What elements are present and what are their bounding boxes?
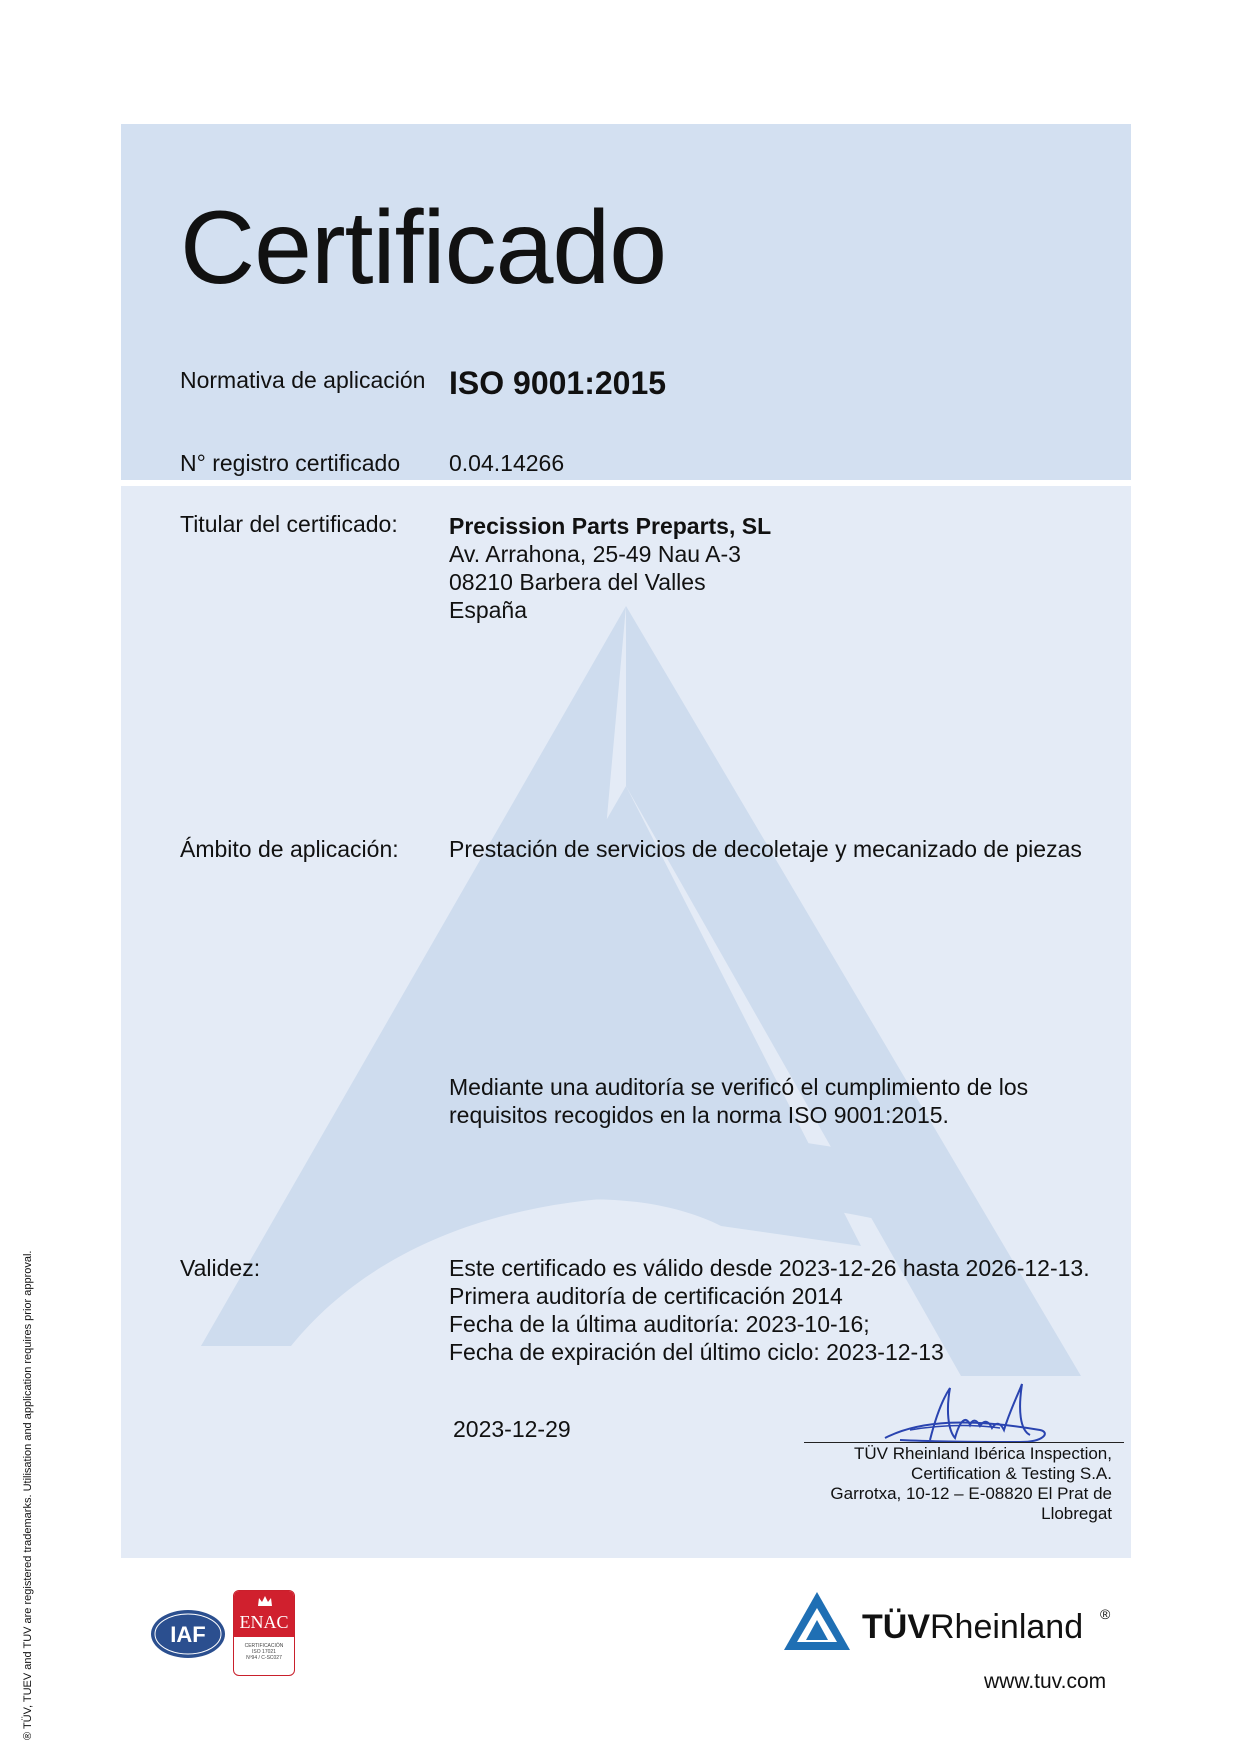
tuv-triangle-logo-icon [782, 1590, 852, 1652]
trademark-note: ® TÜV, TUEV and TUV are registered trademarks. Utilisation and application requires prior approval. [22, 1250, 34, 1740]
enac-logo-text: ENAC [234, 1591, 294, 1637]
tuv-brand-bold: TÜV [862, 1608, 930, 1646]
tuv-brand-regular: Rheinland [930, 1608, 1084, 1646]
validity-line2: Primera auditoría de certificación 2014 [449, 1283, 843, 1309]
iaf-logo-text: IAF [170, 1622, 206, 1647]
validity-label: Validez: [180, 1255, 261, 1281]
issuer-line1: TÜV Rheinland Ibérica Inspection, [854, 1444, 1112, 1463]
holder-name: Precission Parts Preparts, SL [449, 513, 772, 539]
validity-line4: Fecha de expiración del último ciclo: 2023-12-13 [449, 1339, 944, 1365]
scope-label: Ámbito de aplicación: [180, 836, 399, 862]
certificate-title: Certificado [180, 190, 667, 306]
issue-date: 2023-12-29 [453, 1416, 571, 1442]
holder-address-line2: 08210 Barbera del Valles [449, 569, 706, 595]
standard-value: ISO 9001:2015 [449, 365, 667, 401]
holder-address-line1: Av. Arrahona, 25-49 Nau A-3 [449, 541, 741, 567]
scope-value: Prestación de servicios de decoletaje y mecanizado de piezas [449, 836, 1082, 862]
audit-statement-line2: requisitos recogidos en la norma ISO 9001:2015. [449, 1102, 949, 1128]
issuer-line2: Certification & Testing S.A. [911, 1464, 1112, 1483]
holder-country: España [449, 597, 528, 623]
issuer-block [800, 1444, 1112, 1524]
enac-sub-line1: CERTIFICACIÓN [244, 1643, 284, 1649]
tuv-brand-name [862, 1607, 1083, 1647]
registered-mark: ® [1100, 1606, 1111, 1622]
validity-line3: Fecha de la última auditoría: 2023-10-16; [449, 1311, 870, 1337]
holder-label: Titular del certificado: [180, 511, 398, 537]
validity-line1: Este certificado es válido desde 2023-12-26 hasta 2026-12-13. [449, 1255, 1090, 1281]
website-link[interactable]: www.tuv.com [984, 1670, 1107, 1693]
issuer-line3: Garrotxa, 10-12 – E-08820 El Prat de [830, 1484, 1112, 1503]
signature-line [804, 1442, 1124, 1443]
crown-icon [257, 1595, 273, 1607]
registry-label: N° registro certificado [180, 450, 401, 476]
standard-label: Normativa de aplicación [180, 367, 426, 393]
enac-logo [233, 1590, 295, 1676]
enac-sub-line3: Nº94 / C-SC027 [246, 1655, 282, 1661]
registry-value: 0.04.14266 [449, 450, 565, 476]
audit-statement-line1: Mediante una auditoría se verificó el cumplimiento de los [449, 1074, 1029, 1100]
issuer-line4: Llobregat [1041, 1504, 1112, 1523]
iaf-logo [150, 1608, 226, 1660]
enac-sub-line2: ISO 17021 [252, 1649, 276, 1655]
